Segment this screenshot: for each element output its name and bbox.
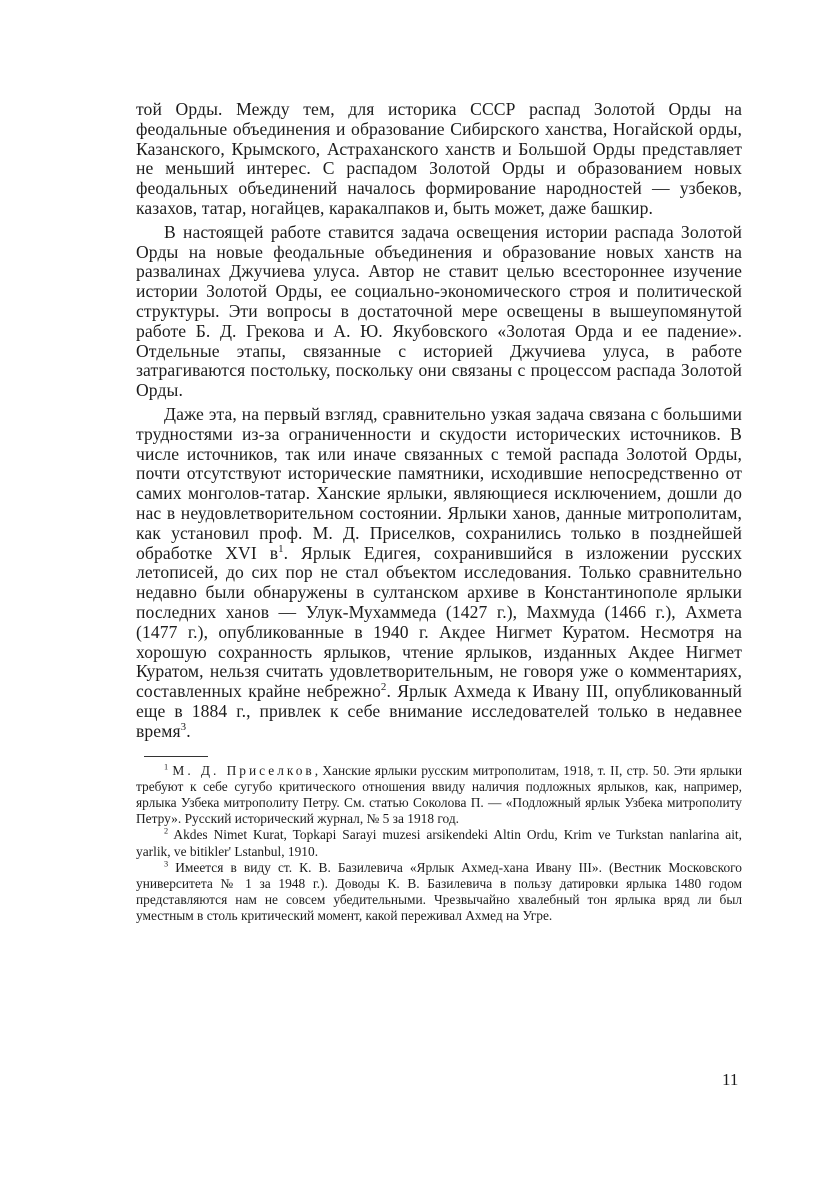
footnotes bbox=[136, 763, 742, 925]
paragraph-2: В настоящей работе ставится задача освещения истории распада Золотой Орды на новые феодальные объединения и образование новых ханств на развалинах Джучиева улуса. Автор не ставит целью всестороннее изучение истории Золотой Орды, ее социально-экономического строя и политической структуры. Эти вопросы в достаточной мере освещены в вышеупомянутой работе Б. Д. Грекова и А. Ю. Якубовского «Золотая Орда и ее падение». Отдельные этапы, связанные с историей Джучиева улуса, в работе затрагиваются постольку, поскольку они связаны с процессом распада Золотой Орды. bbox=[136, 221, 742, 401]
paragraph-3 bbox=[136, 405, 742, 742]
footnote-3-text: Имеется в виду ст. К. В. Базилевича «Ярлык Ахмед-хана Ивану III». (Вестник Московского университета № 1 за 1948 г.). Доводы К. В. Базилевича в пользу датировки ярлыка 1480 годом представляются нам не совсем убедительными. Чрезвычайно хвалебный тон ярлыка вряд ли был уместным в столь критический момент, какой переживал Ахмед на Угре. bbox=[136, 859, 742, 924]
footnote-1-author: М. Д. Приселков bbox=[172, 762, 315, 778]
footnote-ref-2: 2 bbox=[380, 681, 387, 694]
footnote-2-text: Akdes Nimet Kurat, Topkapi Sarayi muzesi arsikendeki Altin Ordu, Krim ve Turkstan nanlarina ait, yarlik, ve bitikler' Lstanbul, 1910. bbox=[136, 827, 743, 859]
paragraph-3-part-a: Даже эта, на первый взгляд, сравнительно узкая задача связана с большими трудностями из-за ограниченности и скудости исторических источников. В числе источников, так или иначе связанных с темой распада Золотой Орды, почти отсутствуют исторические памятники, исходившие непосредственно от самих монголов-татар. Ханские ярлыки, являющиеся исключением, дошли до нас в неудовлетворительном состоянии. Ярлыки ханов, данные митрополитам, как установил проф. М. Д. Приселков, сохранились только в позднейшей обработке XVI в bbox=[136, 403, 742, 563]
footnote-1-mark: 1 bbox=[164, 762, 169, 772]
footnote-3-mark: 3 bbox=[164, 859, 169, 869]
paragraph-3-part-b: . Ярлык Едигея, сохранившийся в изложении русских летописей, до сих пор не стал объектом исследования. Только сравнительно недавно были обнаружены в султанском архиве в Константинополе ярлыки последних ханов — Улук-Мухаммеда (1427 г.), Махмуда (1466 г.), Ахмета (1477 г.), опубликованные в 1940 г. Акдее Нигмет Куратом. Несмотря на хорошую сохранность ярлыков, чтение ярлыков, изданных Акдее Нигмет Куратом, нельзя считать удовлетворительным, не говоря уже о комментариях, составленных крайне небрежно bbox=[136, 542, 742, 702]
page-content bbox=[136, 100, 742, 925]
footnote-2-mark: 2 bbox=[164, 826, 169, 836]
footnote-divider bbox=[144, 756, 208, 757]
footnote-ref-3: 3 bbox=[180, 720, 187, 733]
main-text bbox=[136, 100, 742, 742]
footnote-1-text: , Ханские ярлыки русским митрополитам, 1918, т. II, стр. 50. Эти ярлыки требуют к себе сугубо критического отношения ввиду наличия подложных ярлыков, как, например, ярлыка Узбека митрополиту Петру. См. статью Соколова П. — «Подложный ярлык Узбека митрополиту Петру». Русский исторический журнал, № 5 за 1918 год. bbox=[136, 762, 742, 827]
page-number: 11 bbox=[722, 1070, 739, 1089]
paragraph-3-part-d: . bbox=[186, 720, 191, 741]
footnote-1 bbox=[136, 763, 742, 828]
footnote-3 bbox=[136, 860, 742, 925]
paragraph-3-part-c: . Ярлык Ахмеда к Ивану III, опубликованный еще в 1884 г., привлек к себе внимание исследователей только в недавнее время bbox=[136, 681, 743, 741]
footnote-2 bbox=[136, 827, 742, 859]
footnote-ref-1: 1 bbox=[278, 542, 284, 555]
paragraph-1: той Орды. Между тем, для историка СССР распад Золотой Орды на феодальные объединения и образование Сибирского ханства, Ногайской орды, Казанского, Крымского, Астраханского ханств и Большой Орды представляет не меньший интерес. С распадом Золотой Орды и образованием новых феодальных объединений началось формирование народностей — узбеков, казахов, татар, ногайцев, каракалпаков и, быть может, даже башкир. bbox=[136, 99, 742, 218]
